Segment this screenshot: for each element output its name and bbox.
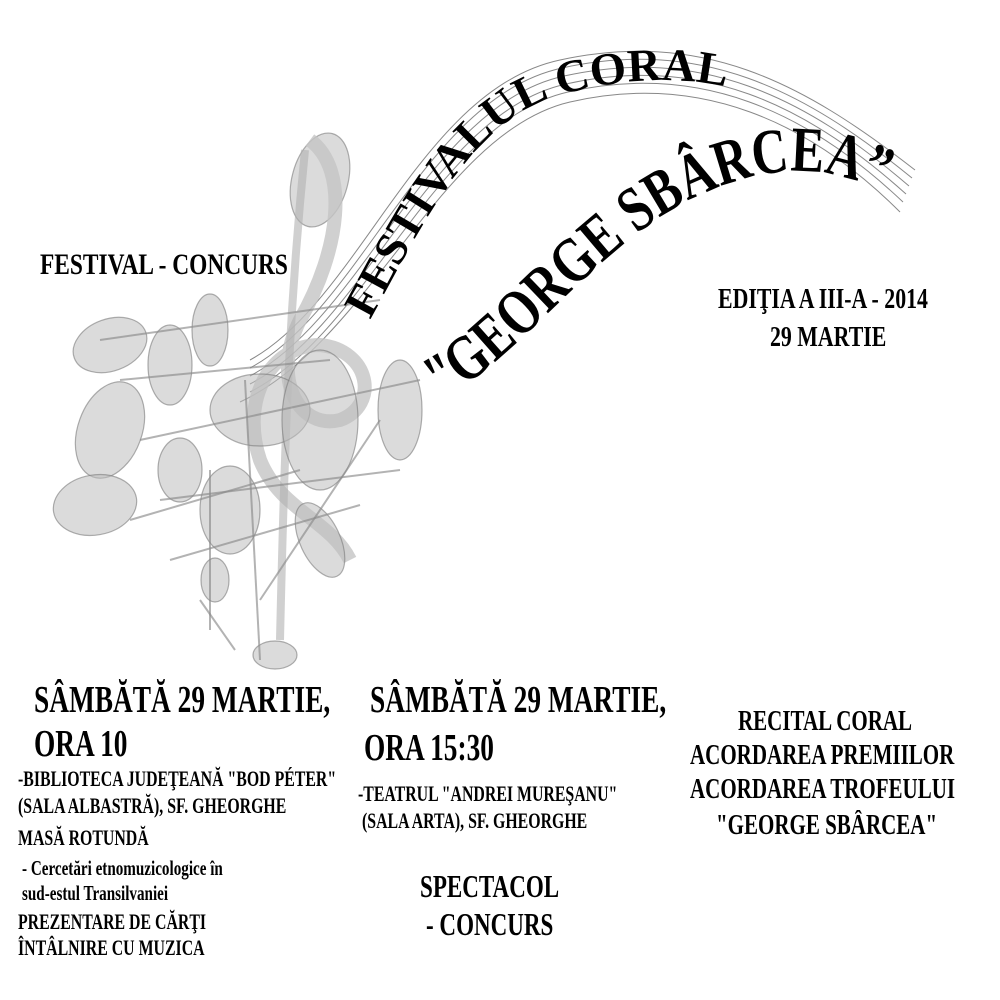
afternoon-location-line2: (SALA ARTA), SF. GHEORGHE: [362, 808, 588, 833]
morning-location-line1: -BIBLIOTECA JUDEŢEANĂ "BOD PÉTER": [18, 766, 337, 791]
afternoon-heading-day: SÂMBĂTĂ 29 MARTIE,: [370, 679, 667, 721]
morning-event-music: ÎNTÂLNIRE CU MUZICA: [18, 935, 205, 960]
afternoon-location-line1: -TEATRUL "ANDREI MUREŞANU": [358, 781, 618, 806]
morning-heading-time: ORA 10: [34, 723, 128, 765]
morning-detail-line1: - Cercetări etnomuzicologice în: [22, 856, 223, 880]
morning-detail-line2: sud-estul Transilvaniei: [22, 881, 169, 905]
festival-title-line2: "GEORGE SBÂRCEA”: [411, 112, 910, 413]
afternoon-event-line2: - CONCURS: [426, 906, 554, 942]
closing-line-awards: ACORDAREA PREMIILOR: [690, 740, 955, 771]
festival-date: 29 MARTIE: [770, 322, 887, 353]
afternoon-event-line1: SPECTACOL: [420, 868, 560, 904]
closing-line-trophy-name: "GEORGE SBÂRCEA": [716, 810, 938, 841]
festival-type-label: FESTIVAL - CONCURS: [40, 248, 288, 281]
closing-line-recital: RECITAL CORAL: [738, 706, 913, 737]
closing-line-trophy: ACORDAREA TROFEULUI: [690, 774, 956, 805]
morning-event-books: PREZENTARE DE CĂRŢI: [18, 909, 207, 934]
morning-event-round-table: MASĂ ROTUNDĂ: [18, 825, 149, 850]
morning-heading-day: SÂMBĂTĂ 29 MARTIE,: [34, 679, 331, 721]
edition-label: EDIŢIA A III-A - 2014: [718, 284, 928, 315]
afternoon-heading-time: ORA 15:30: [364, 727, 494, 769]
morning-location-line2: (SALA ALBASTRĂ), SF. GHEORGHE: [18, 793, 287, 818]
treble-clef-music-notes-icon: [48, 126, 422, 669]
festival-title-line1: FESTIVALUL CORAL: [333, 38, 733, 325]
